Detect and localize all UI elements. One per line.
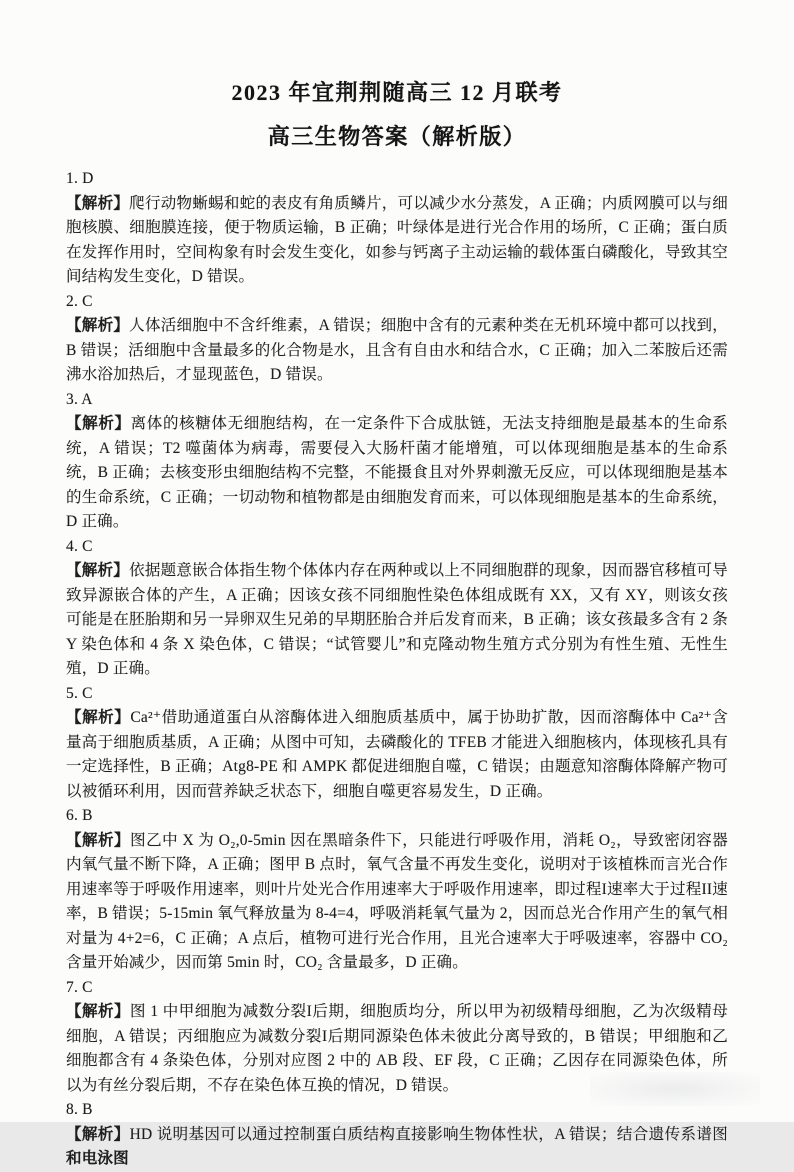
analysis-label: 【解析】 <box>66 415 131 432</box>
answer-line-2: 2. C <box>66 292 93 310</box>
analysis-label: 【解析】 <box>66 831 131 849</box>
exam-title: 2023 年宜荆荆随高三 12 月联考 <box>231 80 563 105</box>
analysis-label: 【解析】 <box>66 562 130 579</box>
analysis-paragraph-7 <box>66 1000 728 1098</box>
answer-line-3: 3. A <box>66 390 93 408</box>
analysis-text: 爬行动物蜥蜴和蛇的表皮有角质鳞片，可以减少水分蒸发，A 正确；内质网膜可以与细胞核膜、细胞膜连接，便于物质运输，B 正确；叶绿体是进行光合作用的场所，C 正确；蛋白质在发挥作用时，空间构象有时会发生变化，如参与钙离子主动运输的载体蛋白磷酸化，导致其空间结构发生变化，D 错误。 <box>66 194 728 285</box>
analysis-label: 【解析】 <box>66 709 131 726</box>
analysis-paragraph-3 <box>66 412 728 535</box>
analysis-paragraph-2 <box>66 314 728 388</box>
analysis-paragraph-6 <box>66 829 728 976</box>
analysis-text: 依据题意嵌合体指生物个体体内存在两种或以上不同细胞群的现象，因而器官移植可导致异源嵌合体的产生，A 正确；因该女孩不同细胞性染色体组成既有 XX，又有 XY，则该女孩可能是在胚胎期和另一异卵双生兄弟的早期胚胎合并后发育而来，B 正确；该女孩最多含有 2 条 Y 染色体和 4 条 X 染色体，C 错误；“试管婴儿”和克隆动物生殖方式分别为有性生殖、无性生殖，D 正确。 <box>66 562 728 677</box>
analysis-paragraph-8 <box>66 1123 728 1172</box>
analysis-text: 图 1 中甲细胞为减数分裂I后期，细胞质均分，所以甲为初级精母细胞，乙为次级精母细胞，A 错误；丙细胞应为减数分裂I后期同源染色体未彼此分离导致的，B 错误；甲细胞和乙细胞都含有 4 条染色体，分别对应图 2 中的 AB 段、EF 段，C 正确；乙因存在同源染色体，所以为有丝分裂后期，不存在染色体互换的情况，D 错误。 <box>66 1003 728 1094</box>
analysis-text: 离体的核糖体无细胞结构，在一定条件下合成肽链，无法支持细胞是最基本的生命系统，A 错误；T2 噬菌体为病毒，需要侵入大肠杆菌才能增殖，可以体现细胞是基本的生命系统，B 正确；去核变形虫细胞结构不完整，不能摄食且对外界刺激无反应，可以体现细胞是基本的生命系统，C 正确；一切动物和植物都是由细胞发育而来，可以体现细胞是基本的生命系统，D 正确。 <box>66 415 728 530</box>
analysis-label: 【解析】 <box>66 1003 130 1020</box>
answer-line-6: 6. B <box>66 807 93 824</box>
analysis-text: 人体活细胞中不含纤维素，A 错误；细胞中含有的元素种类在无机环境中都可以找到，B 错误；活细胞中含量最多的化合物是水，且含有自由水和结合水，C 正确；加入二苯胺后还需沸水浴加热后，才显现蓝色，D 错误。 <box>66 317 728 383</box>
answer-line-1: 1. D <box>66 170 94 187</box>
analysis-paragraph-4 <box>66 559 728 682</box>
answer-line-4: 4. C <box>66 537 93 555</box>
analysis-label: 【解析】 <box>66 1125 130 1143</box>
analysis-text: 图乙中 X 为 O₂,0-5min 因在黑暗条件下，只能进行呼吸作用，消耗 O₂，导致密闭容器内氧气量不断下降，A 正确；图甲 B 点时，氧气含量不再发生变化，说明对于该植株而言光合作用速率等于呼吸作用速率，则叶片处光合作用速率大于呼吸作用速率，即过程I速率大于过程II速率，B 错误；5-15min 氧气释放量为 8-4=4，呼吸消耗氧气量为 2，因而总光合作用产生的氧气相对量为 4+2=6，C 正确；A 点后，植物可进行光合作用，且光合速率大于呼吸速率，容器中 CO₂ 含量开始减少，因而第 5min 时，CO₂ 含量最多，D 正确。 <box>66 831 728 971</box>
analysis-label: 【解析】 <box>66 317 130 334</box>
answer-line-8: 8. B <box>66 1101 93 1118</box>
answers-section <box>66 167 728 1172</box>
analysis-label: 【解析】 <box>66 194 130 212</box>
answer-line-7: 7. C <box>66 978 93 996</box>
analysis-text: Ca²⁺借助通道蛋白从溶酶体进入细胞质基质中，属于协助扩散，因而溶酶体中 Ca²⁺含量高于细胞质基质，A 正确；从图中可知，去磷酸化的 TFEB 才能进入细胞核内，体现核孔具有一定选择性，B 正确；Atg8-PE 和 AMPK 都促进细胞自噬，C 错误；由题意知溶酶体降解产物可以被循环利用，因而营养缺乏状态下，细胞自噬更容易发生，D 正确。 <box>66 709 728 800</box>
analysis-paragraph-1 <box>66 192 728 290</box>
analysis-text: HD 说明基因可以通过控制蛋白质结构直接影响生物体性状，A 错误；结合遗传系谱图 <box>129 1125 728 1143</box>
analysis-text-bold: 和电泳图 <box>66 1150 129 1167</box>
answer-line-5: 5. C <box>66 684 93 702</box>
analysis-paragraph-5 <box>66 706 728 804</box>
answer-sheet-title: 高三生物答案（解析版） <box>267 124 527 149</box>
document-content <box>66 80 728 1172</box>
